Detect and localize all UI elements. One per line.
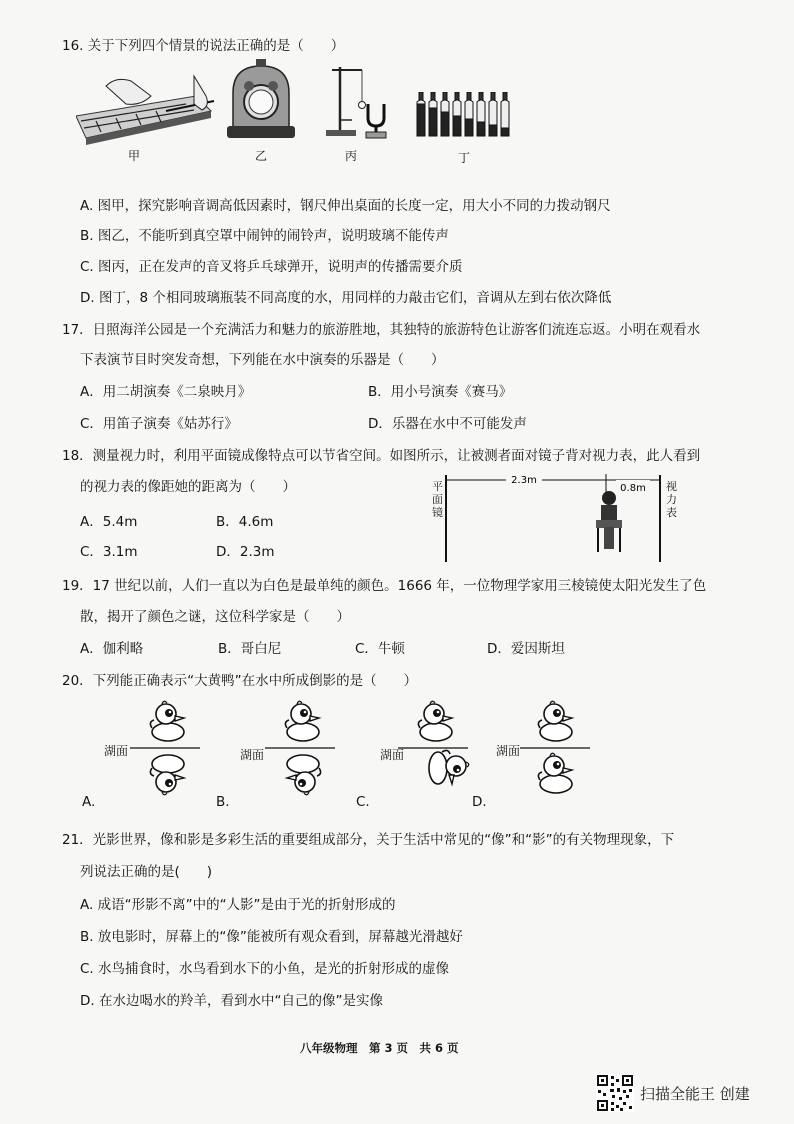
- q16-caption-ding: 丁: [458, 151, 471, 165]
- q16-stem: 16. 关于下列四个情景的说法正确的是（ ）: [62, 38, 345, 54]
- qr-code-icon: [596, 1074, 634, 1112]
- lake-label-d: 湖面: [496, 744, 521, 758]
- q16-figure-yi: [225, 58, 297, 143]
- q18-option-b: B．4.6m: [216, 514, 274, 530]
- q19-option-c: C．牛顿: [355, 641, 405, 657]
- q16-option-b: B. 图乙，不能听到真空罩中闹钟的闹铃声，说明玻璃不能传声: [80, 228, 449, 244]
- lake-label-c: 湖面: [380, 748, 405, 762]
- q20-option-d-figure: [510, 696, 628, 806]
- person-figure: [596, 491, 622, 552]
- scanner-watermark: 扫描全能王 创建: [640, 1085, 750, 1103]
- q20-option-a-letter[interactable]: A.: [82, 794, 96, 810]
- q19-option-a: A．伽利略: [80, 641, 144, 657]
- q19-option-b: B．哥白尼: [218, 641, 282, 657]
- q21-option-a: A. 成语“形影不离”中的“人影”是由于光的折射形成的: [80, 897, 396, 913]
- q20-option-c-letter[interactable]: C.: [356, 794, 370, 810]
- q17-stem-line2: 下表演节目时突发奇想，下列能在水中演奏的乐器是（ ）: [80, 352, 445, 368]
- page-footer: 八年级物理 第 3 页 共 6 页: [300, 1041, 459, 1055]
- q19-option-d: D．爱因斯坦: [487, 641, 565, 657]
- q18-option-c: C．3.1m: [80, 544, 138, 560]
- q21-stem-line1: 21．光影世界，像和影是多彩生活的重要组成部分，关于生活中常见的“像”和“影”的有关物理现象，下: [62, 832, 675, 848]
- q20-stem: 20．下列能正确表示“大黄鸭”在水中所成倒影的是（ ）: [62, 673, 418, 689]
- q19-stem-line2: 散，揭开了颜色之谜，这位科学家是（ ）: [80, 609, 350, 625]
- q18-stem-line1: 18．测量视力时，利用平面镜成像特点可以节省空间。如图所示，让被测者面对镜子背对视力表，此人看到: [62, 448, 701, 464]
- q18-figure: [428, 470, 678, 565]
- q16-caption-bing: 丙: [345, 149, 358, 163]
- q18-dist2-label: 0.8m: [620, 483, 646, 494]
- q17-option-d: D．乐器在水中不可能发声: [368, 416, 527, 432]
- q20-option-b-letter[interactable]: B.: [216, 794, 230, 810]
- q16-figure-ding: [414, 92, 514, 140]
- q16-option-c: C. 图丙，正在发声的音叉将乒乓球弹开，说明声的传播需要介质: [80, 259, 463, 275]
- q16-caption-yi: 乙: [255, 149, 268, 163]
- q21-option-d: D. 在水边喝水的羚羊，看到水中“自己的像”是实像: [80, 993, 383, 1009]
- mirror-label: 平面镜: [432, 480, 443, 519]
- q17-option-b: B．用小号演奏《赛马》: [368, 384, 513, 400]
- lake-label-a: 湖面: [104, 744, 129, 758]
- q18-stem-line2: 的视力表的像距她的距离为（ ）: [80, 479, 296, 495]
- q21-stem-line2: 列说法正确的是( ): [80, 864, 213, 880]
- lake-label-b: 湖面: [240, 748, 265, 762]
- q16-option-a: A. 图甲，探究影响音调高低因素时，钢尺伸出桌面的长度一定，用大小不同的力拨动钢尺: [80, 198, 611, 214]
- q20-option-a-figure: [82, 696, 200, 806]
- q19-stem-line1: 19．17 世纪以前，人们一直以为白色是最单纯的颜色。1666 年，一位物理学家用三棱镜使太阳光发生了色: [62, 578, 707, 594]
- q17-option-a: A．用二胡演奏《二泉映月》: [80, 384, 252, 400]
- q16-caption-jia: 甲: [128, 149, 141, 163]
- q18-dist1-label: 2.3m: [511, 475, 537, 486]
- q21-option-b: B. 放电影时，屏幕上的“像”能被所有观众看到，屏幕越光滑越好: [80, 929, 463, 945]
- q18-option-d: D．2.3m: [216, 544, 275, 560]
- q17-stem-line1: 17．日照海洋公园是一个充满活力和魅力的旅游胜地，其独特的旅游特色让游客们流连忘返。小明在观看水: [62, 322, 701, 338]
- q17-option-c: C．用笛子演奏《姑苏行》: [80, 416, 238, 432]
- q16-option-d: D. 图丁，8 个相同玻璃瓶装不同高度的水，用同样的力敲击它们，音调从左到右依次降低: [80, 290, 612, 306]
- q18-option-a: A．5.4m: [80, 514, 138, 530]
- q21-option-c: C. 水鸟捕食时，水鸟看到水下的小鱼，是光的折射形成的虚像: [80, 961, 450, 977]
- eye-chart-label: 视力表: [666, 480, 677, 519]
- q16-figure-bing: [322, 62, 392, 142]
- q16-figure-jia: [76, 66, 216, 146]
- q20-option-d-letter[interactable]: D.: [472, 794, 487, 810]
